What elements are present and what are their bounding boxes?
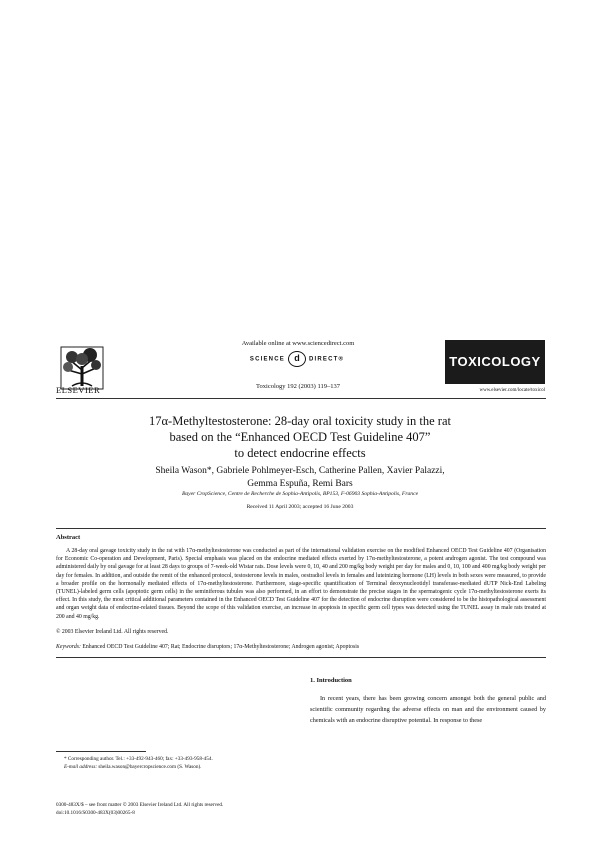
- keywords-list: Enhanced OECD Test Guideline 407; Rat; Endocrine disruptors; 17α-Methyltestosterone; Androgen agonist; Apoptosis: [82, 644, 360, 650]
- issn-doi-block: [56, 801, 356, 817]
- corresponding-author-footnote: [56, 756, 256, 771]
- abstract-top-divider: [56, 528, 546, 529]
- email-label: E-mail address:: [64, 763, 98, 770]
- abstract-bottom-divider: [56, 657, 546, 658]
- journal-citation: Toxicology 192 (2003) 119–137: [256, 383, 340, 390]
- copyright-notice: © 2003 Elsevier Ireland Ltd. All rights reserved.: [56, 629, 169, 635]
- section-heading-introduction: 1. Introduction: [310, 677, 352, 684]
- received-dates: Received 11 April 2003; accepted 16 June 2003: [246, 504, 354, 510]
- author-affiliation: Bayer CropScience, Centre de Recherche de Sophia-Antipolis, BP153, F-06903 Sophia-Antipolis, France: [181, 491, 419, 497]
- abstract-text: [56, 547, 546, 621]
- abstract-heading: Abstract: [56, 534, 81, 541]
- available-online-text[interactable]: Available online at www.sciencedirect.com: [241, 340, 355, 347]
- author-line: Gemma Espuña, Remi Bars: [247, 479, 353, 489]
- doi-line[interactable]: doi:10.1016/S0300-483X(03)00265-8: [56, 810, 135, 816]
- journal-url-link[interactable]: www.elsevier.com/locate/toxicol: [479, 388, 545, 393]
- keywords-label: Keywords:: [56, 644, 81, 650]
- sd-left-text: SCIENCE: [249, 356, 285, 363]
- publisher-name: ELSEVIER: [56, 385, 101, 395]
- email-link[interactable]: sheila.wason@bayercropscience.com (S. Wason).: [98, 763, 202, 770]
- introduction-text: [310, 693, 546, 726]
- keywords-line: [56, 644, 546, 650]
- corresponding-author-text: * Corresponding author. Tel.: +33-492-943-460; fax: +33-493-958-454.: [64, 756, 213, 762]
- sd-right-text: DIRECT®: [308, 356, 345, 363]
- footnote-divider: [56, 751, 146, 752]
- author-list: [55, 465, 545, 491]
- intro-paragraph: In recent years, there has been growing concern amongst both the general public and scientific community regarding the adverse effects on man and the environment caused by chemicals with an endocrine disruptive potential. In response to these: [310, 695, 546, 724]
- title-line: to detect endocrine effects: [234, 446, 366, 460]
- author-line: Sheila Wason*, Gabriele Pohlmeyer-Esch, Catherine Pallen, Xavier Palazzi,: [155, 466, 445, 476]
- abstract-paragraph: A 28-day oral gavage toxicity study in the rat with 17α-methyltestosterone was conducted as part of the international validation exercise on the modified Enhanced OECD Test Guideline 407 (Organisation for Economic Co-operation and Development, Paris). Special emphasis was placed on the endocrine mediated effects exerted by 17α-methyltestosterone, a potent androgen agonist. The test compound was administered daily by oral gavage for at least 28 days to groups of 7-week-old Wistar rats. Dose levels were 0, 10, 40 and 200 mg/kg body weight per day for males and 0, 10, 100 and 400 mg/kg body weight per day for females. In addition, and outside the remit of the enhanced protocol, testosterone levels in males, oestradiol levels in females and luteinizing hormone (LH) levels in both sexes were measured, to provide a broader profile on the hormonally mediated effects of 17α-methyltestosterone. Furthermore, stage-specific quantification of Terminal deoxynucleotidyl transferase-mediated dUTP Nick-End Labeling (TUNEL)-labeled germ cells (apoptotic germ cells) in the seminiferous tubules was also performed, in an effort to demonstrate the precise stages in the spermatogenic cycle 17α-methyltestosterone exerts its effect. In this study, the most critical additional parameters contained in the Enhanced OECD Test Guideline 407 for the detection of endocrine disruption were considered to be the histopathological assessment and organ weight data of endocrine-related tissues. Beyond the scope of this validation exercise, an increase in apoptosis in specific germ cell types was detected using the TUNEL assay in male rats treated at 200 and 40 mg/kg.: [56, 548, 546, 620]
- journal-logo: TOXICOLOGY: [445, 340, 545, 384]
- title-line: based on the “Enhanced OECD Test Guideline 407”: [169, 430, 431, 444]
- title-line: 17α-Methyltestosterone: 28-day oral toxicity study in the rat: [149, 414, 451, 428]
- sd-at-icon: d: [288, 351, 306, 367]
- issn-line: 0300-483X/$ – see front matter © 2003 Elsevier Ireland Ltd. All rights reserved.: [56, 802, 224, 808]
- article-title: [55, 413, 545, 461]
- header-divider: [56, 398, 546, 399]
- sciencedirect-logo: [172, 351, 422, 367]
